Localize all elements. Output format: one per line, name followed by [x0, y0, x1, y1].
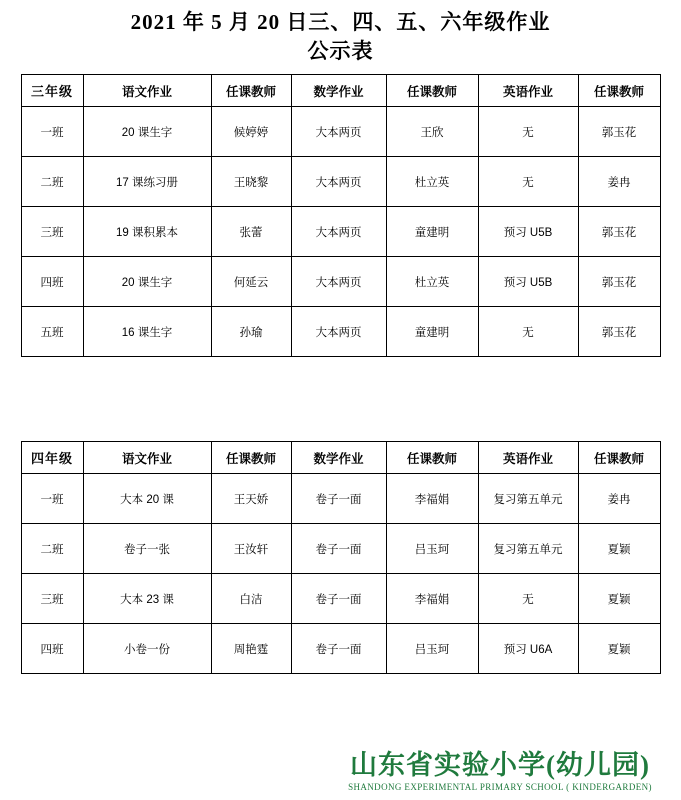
- table-row: [21, 474, 660, 524]
- table-body: [21, 474, 660, 674]
- table-cell: 卷子一张: [83, 524, 211, 574]
- table-cell: 李福娟: [386, 474, 478, 524]
- table-header-row: [21, 442, 660, 474]
- school-name-en: SHANDONG EXPERIMENTAL PRIMARY SCHOOL ( KINDERGARDEN): [348, 782, 652, 792]
- table-cell: 19 课积累本: [83, 207, 211, 257]
- table-cell: 姜冉: [578, 474, 660, 524]
- column-header: 任课教师: [386, 75, 478, 107]
- grade-3-homework-table: [21, 74, 661, 357]
- class-label-cell: 三班: [21, 574, 83, 624]
- column-header: 英语作业: [478, 442, 578, 474]
- class-label-cell: 二班: [21, 524, 83, 574]
- table-cell: 16 课生字: [83, 307, 211, 357]
- table-cell: 郭玉花: [578, 207, 660, 257]
- table-cell: 卷子一面: [291, 524, 386, 574]
- grade-3-table-wrapper: [0, 74, 681, 357]
- table-cell: 大本两页: [291, 107, 386, 157]
- table-cell: 卷子一面: [291, 474, 386, 524]
- table-cell: 杜立英: [386, 157, 478, 207]
- table-cell: 姜冉: [578, 157, 660, 207]
- table-cell: 20 课生字: [83, 107, 211, 157]
- school-logo-footer: [335, 750, 665, 792]
- page-title-line-2: 公示表: [307, 39, 374, 63]
- table-cell: 复习第五单元: [478, 474, 578, 524]
- column-header: 任课教师: [578, 75, 660, 107]
- header-row: [21, 442, 660, 474]
- table-cell: 大本 23 课: [83, 574, 211, 624]
- table-row: [21, 307, 660, 357]
- table-cell: 王汝轩: [211, 524, 291, 574]
- table-cell: 吕玉珂: [386, 524, 478, 574]
- table-row: [21, 574, 660, 624]
- class-label-cell: 四班: [21, 257, 83, 307]
- page-title: [0, 0, 681, 66]
- column-header: 语文作业: [83, 442, 211, 474]
- table-cell: 候婷婷: [211, 107, 291, 157]
- class-label-cell: 三班: [21, 207, 83, 257]
- page-title-line-1: 2021 年 5 月 20 日三、四、五、六年级作业: [130, 10, 551, 34]
- table-row: [21, 157, 660, 207]
- table-row: [21, 624, 660, 674]
- column-header: 任课教师: [211, 442, 291, 474]
- column-header: 任课教师: [386, 442, 478, 474]
- table-cell: 17 课练习册: [83, 157, 211, 207]
- table-row: [21, 207, 660, 257]
- table-cell: 卷子一面: [291, 574, 386, 624]
- table-header-row: [21, 75, 660, 107]
- class-label-cell: 一班: [21, 107, 83, 157]
- table-body: [21, 107, 660, 357]
- table-cell: 郭玉花: [578, 307, 660, 357]
- table-cell: 无: [478, 574, 578, 624]
- table-cell: 无: [478, 307, 578, 357]
- header-row: [21, 75, 660, 107]
- table-cell: 夏颖: [578, 624, 660, 674]
- column-header: 数学作业: [291, 75, 386, 107]
- table-cell: 大本两页: [291, 207, 386, 257]
- table-cell: 王天娇: [211, 474, 291, 524]
- column-header: 语文作业: [83, 75, 211, 107]
- table-cell: 童建明: [386, 207, 478, 257]
- table-cell: 夏颖: [578, 574, 660, 624]
- table-cell: 预习 U5B: [478, 207, 578, 257]
- table-cell: 预习 U6A: [478, 624, 578, 674]
- table-cell: 李福娟: [386, 574, 478, 624]
- table-cell: 无: [478, 107, 578, 157]
- table-cell: 王晓黎: [211, 157, 291, 207]
- table-cell: 小卷一份: [83, 624, 211, 674]
- table-cell: 张蕾: [211, 207, 291, 257]
- table-cell: 大本 20 课: [83, 474, 211, 524]
- table-cell: 20 课生字: [83, 257, 211, 307]
- table-cell: 周艳霆: [211, 624, 291, 674]
- table-cell: 夏颖: [578, 524, 660, 574]
- table-cell: 杜立英: [386, 257, 478, 307]
- table-cell: 无: [478, 157, 578, 207]
- column-header: 任课教师: [578, 442, 660, 474]
- table-cell: 大本两页: [291, 257, 386, 307]
- grade-4-table-wrapper: [0, 441, 681, 674]
- table-cell: 吕玉珂: [386, 624, 478, 674]
- class-label-cell: 二班: [21, 157, 83, 207]
- grade-label-header: 三年级: [21, 75, 83, 107]
- table-cell: 郭玉花: [578, 107, 660, 157]
- table-cell: 白洁: [211, 574, 291, 624]
- column-header: 数学作业: [291, 442, 386, 474]
- class-label-cell: 四班: [21, 624, 83, 674]
- table-cell: 童建明: [386, 307, 478, 357]
- table-cell: 大本两页: [291, 157, 386, 207]
- grade-label-header: 四年级: [21, 442, 83, 474]
- table-cell: 孙瑜: [211, 307, 291, 357]
- table-cell: 预习 U5B: [478, 257, 578, 307]
- school-name-cn: 山东省实验小学(幼儿园): [350, 750, 650, 780]
- column-header: 任课教师: [211, 75, 291, 107]
- table-cell: 卷子一面: [291, 624, 386, 674]
- column-header: 英语作业: [478, 75, 578, 107]
- table-row: [21, 107, 660, 157]
- table-cell: 郭玉花: [578, 257, 660, 307]
- table-cell: 大本两页: [291, 307, 386, 357]
- table-cell: 复习第五单元: [478, 524, 578, 574]
- table-cell: 何延云: [211, 257, 291, 307]
- grade-4-homework-table: [21, 441, 661, 674]
- table-cell: 王欣: [386, 107, 478, 157]
- class-label-cell: 一班: [21, 474, 83, 524]
- table-row: [21, 524, 660, 574]
- class-label-cell: 五班: [21, 307, 83, 357]
- table-row: [21, 257, 660, 307]
